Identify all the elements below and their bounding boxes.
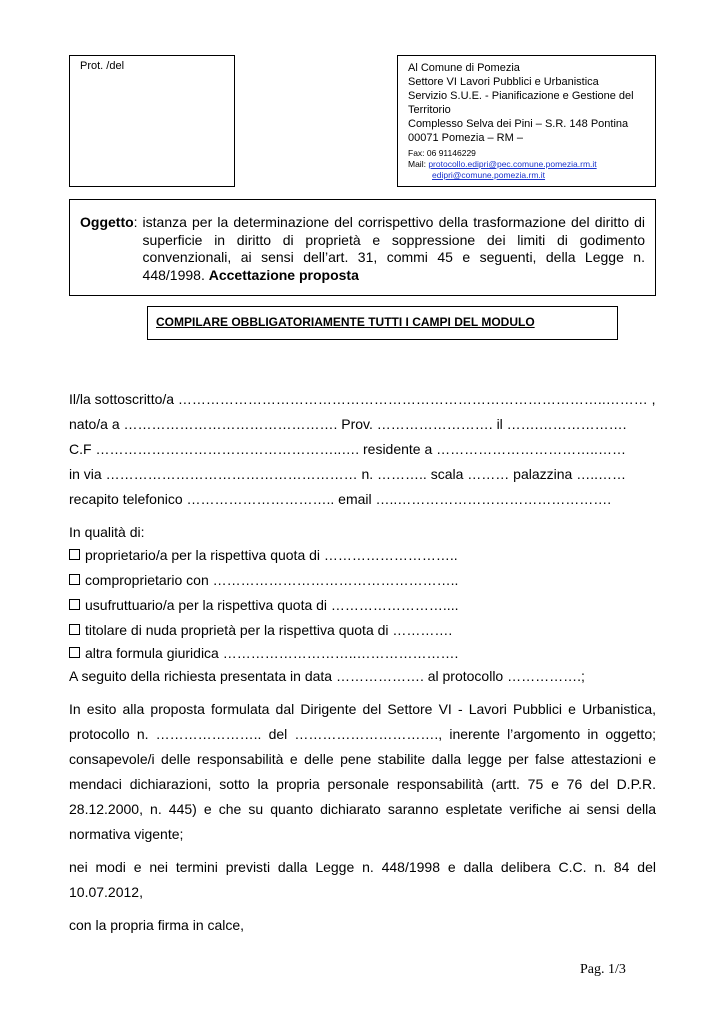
role-option[interactable] <box>69 596 458 614</box>
role-option[interactable] <box>69 571 458 589</box>
paragraph-line: normativa vigente; <box>69 826 184 842</box>
checkbox[interactable] <box>69 647 80 658</box>
checkbox[interactable] <box>69 599 80 610</box>
protocol-label: Prot. /del <box>80 60 125 72</box>
address-field[interactable]: in via ……………………………………………… n. ……….. scala ……… palazzina …..…… <box>69 466 626 482</box>
undersigned-field[interactable]: Il/la sottoscritto/a ………………………………………………………………………………..……… , <box>69 391 656 407</box>
address-line: 00071 Pomezia – RM – <box>408 132 523 144</box>
protocol-box <box>69 55 235 187</box>
subject-label: Oggetto <box>80 214 134 230</box>
notice-box <box>147 306 618 340</box>
role-option[interactable] <box>69 546 458 564</box>
address-line: Territorio <box>408 104 451 116</box>
paragraph-line[interactable]: protocollo n. ………………….. del …………………………., inerente l’argomento in oggetto; <box>69 726 656 742</box>
paragraph-line: 28.12.2000, n. 445) e che su quanto dichiarato saranno espletate verifiche ai sensi della <box>69 801 656 817</box>
address-line: Complesso Selva dei Pini – S.R. 148 Pontina <box>408 118 629 130</box>
subject-colon: : <box>133 214 138 230</box>
checkbox[interactable] <box>69 549 80 560</box>
email-link[interactable]: edipri@comune.pomezia.rm.it <box>432 170 546 180</box>
paragraph-line: nei modi e nei termini previsti dalla Legge n. 448/1998 e dalla delibera C.C. n. 84 del <box>69 859 656 875</box>
birth-field[interactable]: nato/a a ………………………………………. Prov. ……………………. il …….………………. <box>69 416 627 432</box>
mail-row <box>408 159 655 170</box>
page-number: Pag. 1/3 <box>580 962 626 977</box>
address-line: Al Comune di Pomezia <box>408 62 520 74</box>
role-title: In qualità di: <box>69 524 145 540</box>
paragraph-line: consapevole/i delle responsabilità e delle pene stabilite dalla legge per false attestazioni e <box>69 751 656 767</box>
checkbox[interactable] <box>69 574 80 585</box>
fax-number: Fax: 06 91146229 <box>408 148 476 158</box>
role-label: altra formula giuridica ………………………..…………………. <box>85 645 459 661</box>
role-option[interactable] <box>69 644 458 662</box>
subject-body: istanza per la determinazione del corrispettivo della trasformazione del diritto di superficie in diritto di proprietà e soppressione dei limiti di godimento convenzionali, ai sensi dell’art. 31, commi 45 e seguenti, della Legge n. 448/1998. <box>142 214 645 283</box>
role-label: usufruttuario/a per la rispettiva quota di …………………….... <box>85 597 459 613</box>
pec-email-link[interactable]: protocollo.edipri@pec.comune.pomezia.rm.it <box>428 159 597 169</box>
paragraph-line: mendaci dichiarazioni, sotto la propria personale responsabilità (artt. 75 e 76 del D.P.R. <box>69 776 656 792</box>
paragraph-line: con la propria firma in calce, <box>69 917 245 933</box>
subject-box <box>69 199 656 296</box>
subject-text <box>143 214 645 284</box>
role-label: proprietario/a per la rispettiva quota di ……………………….. <box>85 547 458 563</box>
address-line: Servizio S.U.E. - Pianificazione e Gestione del <box>408 90 634 102</box>
addressee-box <box>397 55 656 187</box>
contact-field[interactable]: recapito telefonico ………………………….. email …..………………………………………. <box>69 491 612 507</box>
fiscal-code-field[interactable]: C.F ……………………………………………..…. residente a ……………………………..…… <box>69 441 626 457</box>
subject-bold: Accettazione proposta <box>208 266 359 283</box>
request-field[interactable]: A seguito della richiesta presentata in data ………………. al protocollo …………….; <box>69 668 585 684</box>
paragraph-line: In esito alla proposta formulata dal Dirigente del Settore VI - Lavori Pubblici e Urbanistica, <box>69 701 656 717</box>
paragraph-line: 10.07.2012, <box>69 884 143 900</box>
role-option[interactable] <box>69 621 452 639</box>
role-label: titolare di nuda proprietà per la rispettiva quota di …………. <box>85 622 453 638</box>
mail-label: Mail: <box>408 159 426 169</box>
mail-row-2 <box>408 170 655 181</box>
notice-text: COMPILARE OBBLIGATORIAMENTE TUTTI I CAMPI DEL MODULO <box>156 315 535 329</box>
checkbox[interactable] <box>69 624 80 635</box>
role-label: comproprietario con …………………………………………….. <box>85 572 459 588</box>
address-line: Settore VI Lavori Pubblici e Urbanistica <box>408 76 599 88</box>
